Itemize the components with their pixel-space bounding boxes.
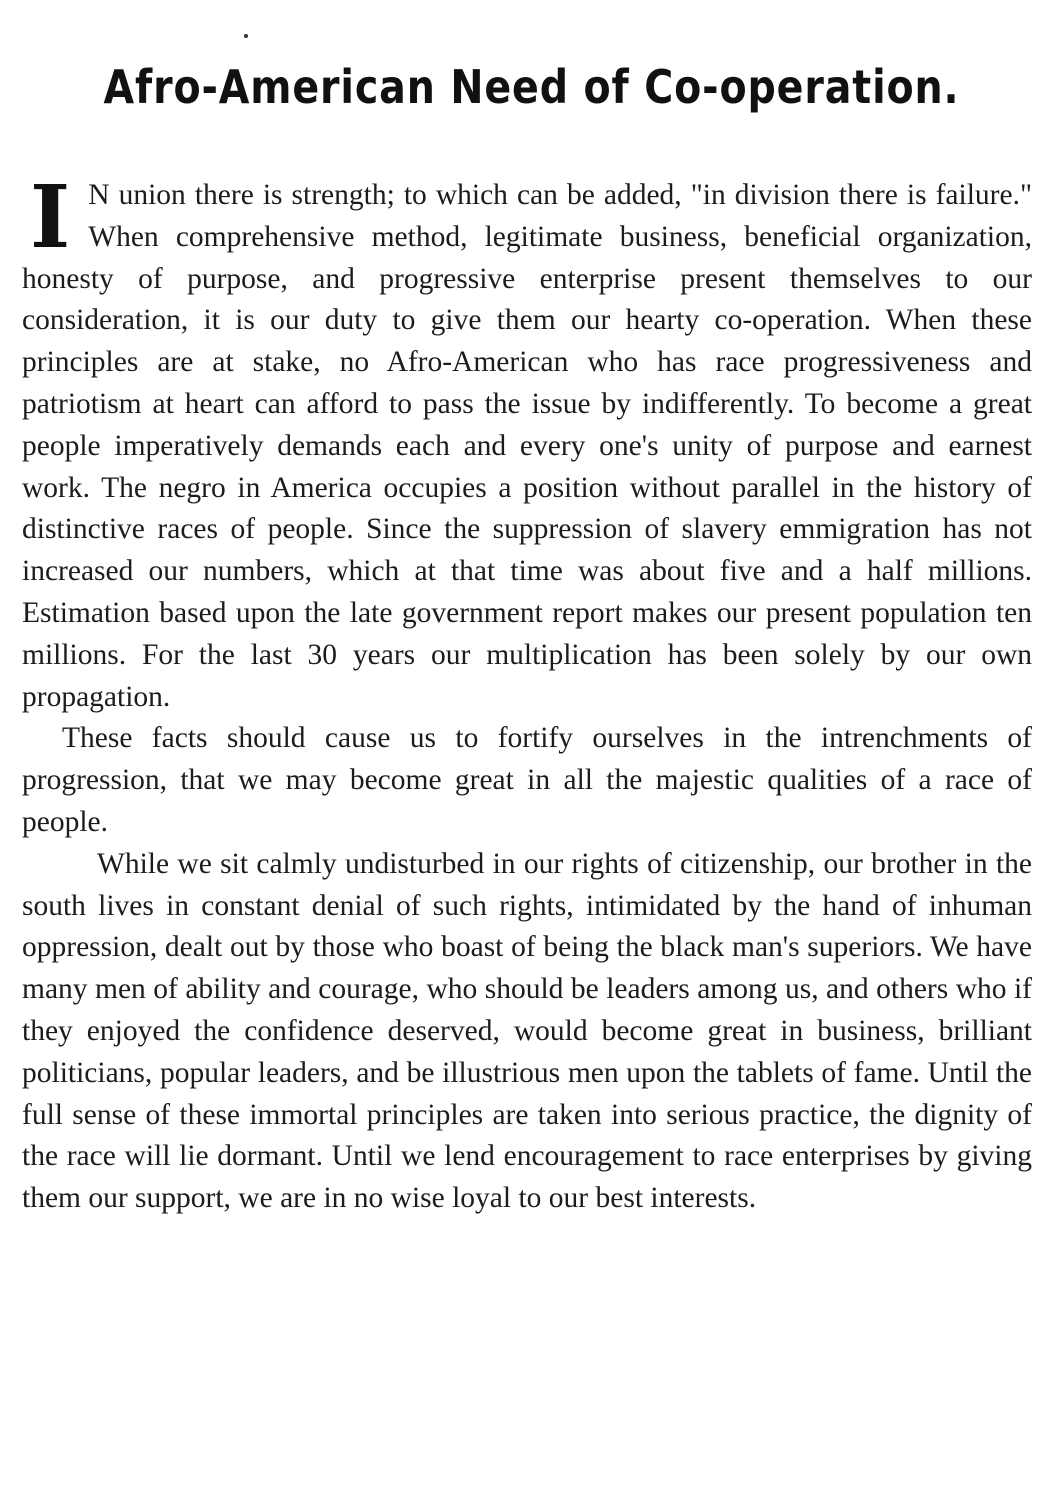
paragraph-2: These facts should cause us to fortify ourselves in the intrenchments of progression, that we may become great in all the majestic qualities of a race of people. [22, 722, 1032, 838]
paragraph-3: While we sit calmly undisturbed in our rights of citizenship, our brother in the south lives in constant denial of such rights, intimidated by the hand of inhuman oppression, dealt out by those who boast of being the black man's superiors. We have many men of ability and courage, who should be leaders among us, and others who if they enjoyed the confidence deserved, would become great in business, brilliant politicians, popular leaders, and be illustrious men upon the tablets of fame. Until the full sense of these immortal principles are taken into serious practice, the dignity of the race will lie dormant. Until we lend encouragement to race enterprises by giving them our support, we are in no wise loyal to our best interests. [22, 847, 1032, 1215]
drop-cap: I [30, 167, 71, 268]
print-speck [244, 34, 248, 38]
article-title: Afro-American Need of Co-operation. [103, 60, 960, 114]
article-body [22, 167, 1032, 1220]
paragraph-1-text: N union there is strength; to which can be added, "in division there is failure." When comprehensive method, legitimate business, beneficial organization, honesty of purpose, and progressive enterprise present themselves to our consideration, it is our duty to give them our hearty co-operation. When these principles are at stake, no Afro-American who has race progressiveness and patriotism at heart can afford to pass the issue by indifferently. To become a great people imperatively demands each and every one's unity of purpose and earnest work. The negro in America occupies a position without parallel in the history of distinctive races of people. Since the suppression of slavery emmigration has not increased our numbers, which at that time was about five and a half millions. Estimation based upon the late government report makes our present population ten millions. For the last 30 years our multiplication has been solely by our own propagation. [22, 179, 1032, 713]
paragraph-1 [22, 167, 1032, 718]
